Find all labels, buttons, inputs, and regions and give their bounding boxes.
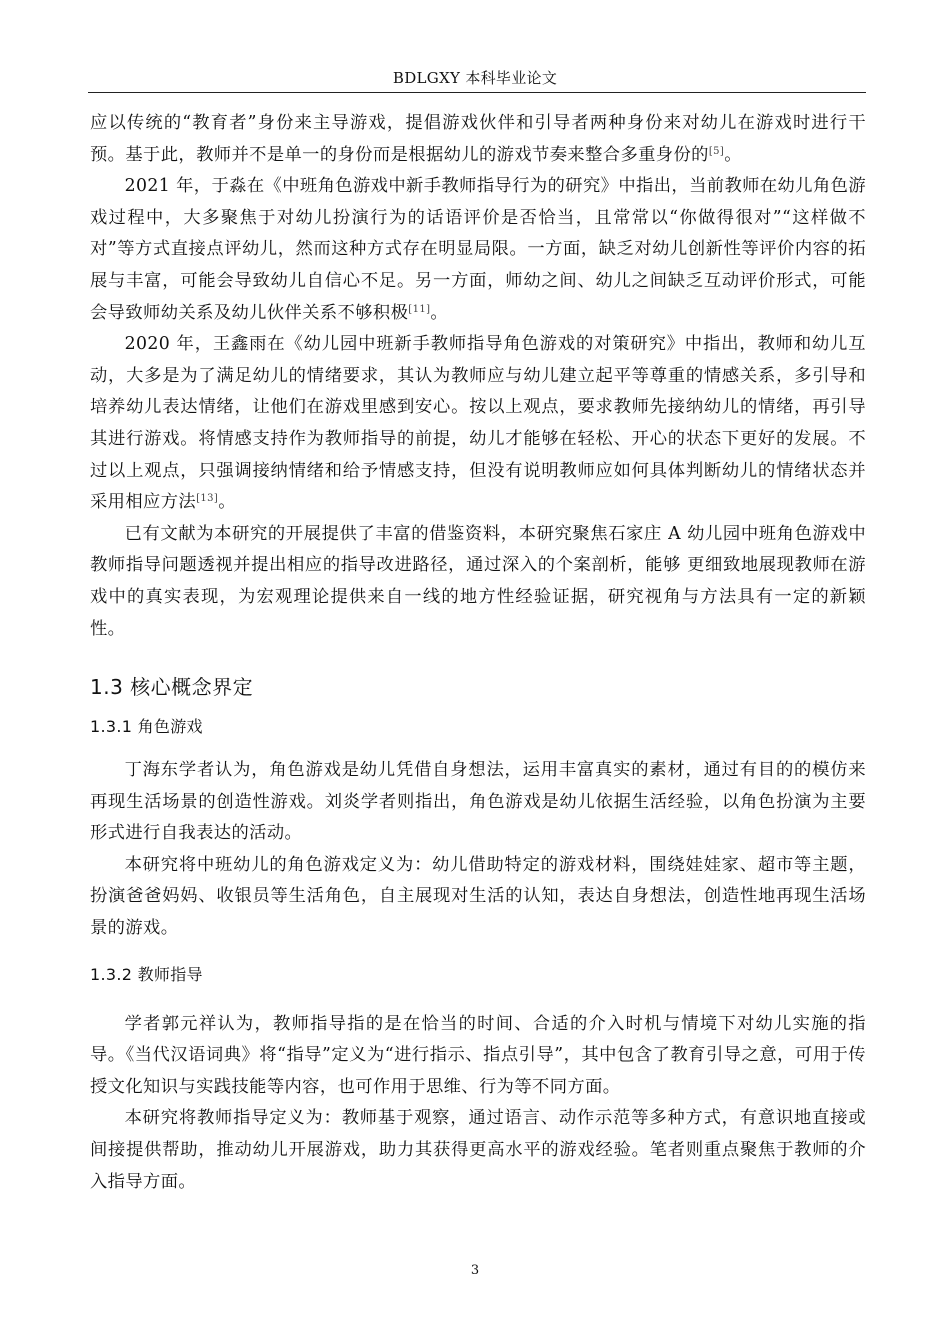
citation-ref: [5] bbox=[708, 145, 725, 157]
paragraph-wang-xinyu: 2020 年，王鑫雨在《幼儿园中班新手教师指导角色游戏的对策研究》中指出，教师和幼儿互动，大多是为了满足幼儿的情绪要求，其认为教师应与幼儿建立起平等尊重的情感关系，多引导和培养幼儿表达情绪，让他们在游戏里感到安心。按以上观点，要求教师先接纳幼儿的情绪，再引导其进行游戏。将情感支持作为教师指导的前提，幼儿才能够在轻松、开心的状态下更好的发展。不过以上观点，只强调接纳情绪和给予情感支持，但没有说明教师应如何具体判断幼儿的情绪状态并采用相应方法[13]。 bbox=[90, 334, 866, 513]
paragraph-guidance-definition: 本研究将教师指导定义为：教师基于观察，通过语言、动作示范等多种方式，有意识地直接或间接提供帮助，推动幼儿开展游戏，助力其获得更高水平的游戏经验。笔者则重点聚焦于教师的介入指导方面。 bbox=[90, 1108, 866, 1192]
running-header: BDLGXY 本科毕业论文 bbox=[392, 69, 558, 87]
page-content bbox=[90, 108, 866, 1198]
paragraph-role-play-scholars: 丁海东学者认为，角色游戏是幼儿凭借自身想法，运用丰富真实的素材，通过有目的的模仿来再现生活场景的创造性游戏。刘炎学者则指出，角色游戏是幼儿依据生活经验，以角色扮演为主要形式进行自我表达的活动。 bbox=[90, 760, 866, 844]
section-heading-1-3: 1.3 核心概念界定 bbox=[90, 675, 254, 700]
section-heading-1-3-2: 1.3.2 教师指导 bbox=[90, 964, 203, 984]
paragraph-yu-miao: 2021 年，于淼在《中班角色游戏中新手教师指导行为的研究》中指出，当前教师在幼儿角色游戏过程中，大多聚焦于对幼儿扮演行为的话语评价是否恰当，且常常以“你做得很对”“这样做不对”等方式直接点评幼儿，然而这种方式存在明显局限。一方面，缺乏对幼儿创新性等评价内容的拓展与丰富，可能会导致幼儿自信心不足。另一方面，师幼之间、幼儿之间缺乏互动评价形式，可能会导致师幼关系及幼儿伙伴关系不够积极[11]。 bbox=[90, 176, 866, 323]
paragraph-guidance-scholars: 学者郭元祥认为，教师指导指的是在恰当的时间、合适的介入时机与情境下对幼儿实施的指导。《当代汉语词典》将“指导”定义为“进行指示、指点引导”，其中包含了教育引导之意，可用于传授文化知识与实践技能等内容，也可作用于思维、行为等不同方面。 bbox=[90, 1013, 866, 1097]
page-number: 3 bbox=[470, 1263, 480, 1278]
citation-ref: [11] bbox=[408, 303, 431, 315]
section-heading-1-3-1: 1.3.1 角色游戏 bbox=[90, 717, 203, 737]
paragraph-role-play-definition: 本研究将中班幼儿的角色游戏定义为：幼儿借助特定的游戏材料，围绕娃娃家、超市等主题，扮演爸爸妈妈、收银员等生活角色，自主展现对生活的认知，表达自身想法，创造性地再现生活场景的游戏。 bbox=[90, 854, 866, 939]
paragraph-literature-summary: 已有文献为本研究的开展提供了丰富的借鉴资料，本研究聚焦石家庄 A 幼儿园中班角色游戏中教师指导问题透视并提出相应的指导改进路径，通过深入的个案剖析，能够 更细致地展现教师在游戏中的真实表现，为宏观理论提供来自一线的地方性经验证据，研究视角与方法具有一定的新颖性。 bbox=[90, 523, 866, 639]
paragraph-continued: 应以传统的“教育者”身份来主导游戏，提倡游戏伙伴和引导者两种身份来对幼儿在游戏时进行干预。基于此，教师并不是单一的身份而是根据幼儿的游戏节奏来整合多重身份的[5]。 bbox=[90, 113, 866, 165]
header-rule bbox=[88, 92, 866, 93]
citation-ref: [13] bbox=[196, 493, 219, 505]
